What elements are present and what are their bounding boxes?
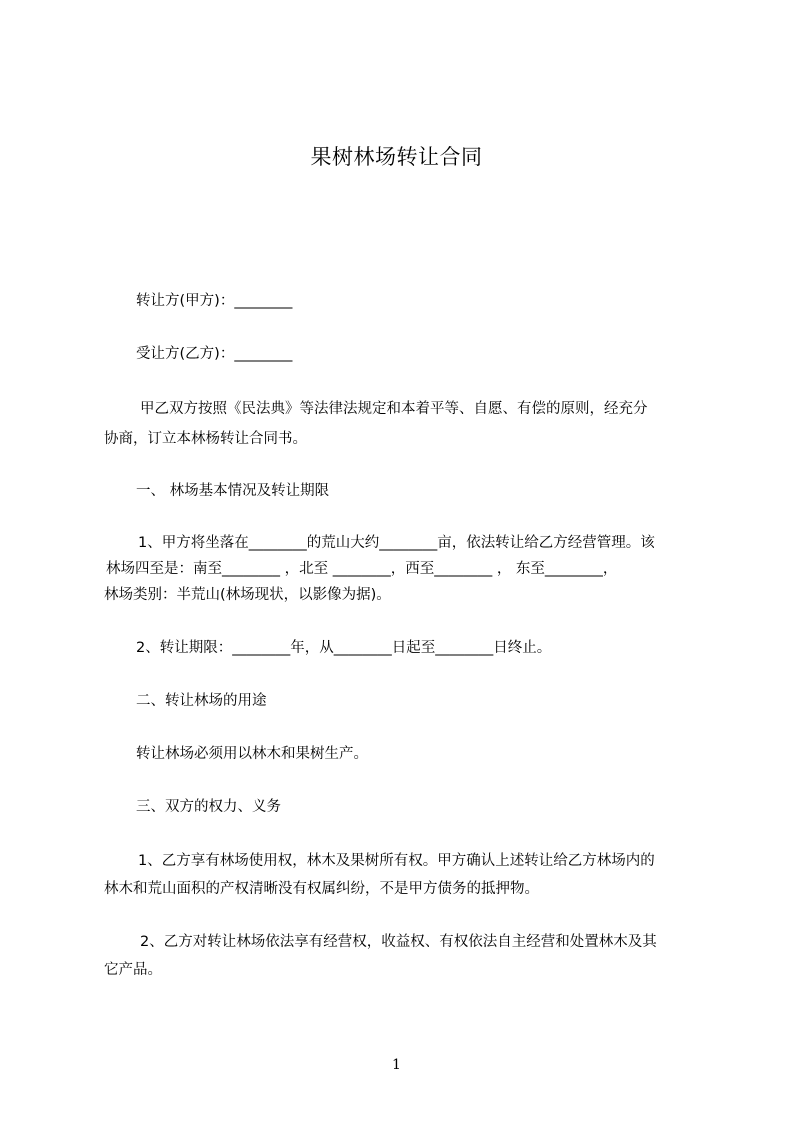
clause-3-2-line-2: 它产品。 <box>104 962 162 978</box>
clause-1-1-line-3: 林场类别：半荒山(林场现状，以影像为据)。 <box>104 587 391 603</box>
clause-1-1-line-1: 1、甲方将坐落在________的荒山大约________亩，依法转让给乙方经营管理。该 <box>138 535 655 551</box>
section-heading-2: 二、转让林场的用途 <box>136 693 267 709</box>
clause-3-1-line-1: 1、乙方享有林场使用权，林木及果树所有权。甲方确认上述转让给乙方林场内的 <box>138 853 655 869</box>
page-number: 1 <box>392 1057 401 1073</box>
section-2-body: 转让林场必须用以林木和果树生产。 <box>136 746 368 762</box>
section-heading-3: 三、双方的权力、义务 <box>136 799 281 815</box>
clause-3-1-line-2: 林木和荒山面积的产权清晰没有权属纠纷，不是甲方债务的抵押物。 <box>104 881 539 897</box>
party-b-line: 受让方(乙方)：________ <box>136 346 293 362</box>
preamble-line-2: 协商，订立本林杨转让合同书。 <box>104 431 307 447</box>
clause-1-2-line: 2、转让期限：________年，从________日起至________日终止。 <box>136 640 552 656</box>
document-title: 果树林场转让合同 <box>310 145 483 169</box>
preamble-line-1: 甲乙双方按照《民法典》等法律法规定和本着平等、自愿、有偿的原则，经充分 <box>140 401 648 417</box>
party-a-line: 转让方(甲方)：________ <box>136 293 293 309</box>
clause-3-2-line-1: 2、乙方对转让林场依法享有经营权，收益权、有权依法自主经营和处置林木及其 <box>140 934 657 950</box>
clause-1-1-line-2: 林场四至是：南至________ ，北至 ________，西至________ ， 东至________， <box>106 561 618 577</box>
section-heading-1: 一、 林场基本情况及转让期限 <box>136 483 330 499</box>
